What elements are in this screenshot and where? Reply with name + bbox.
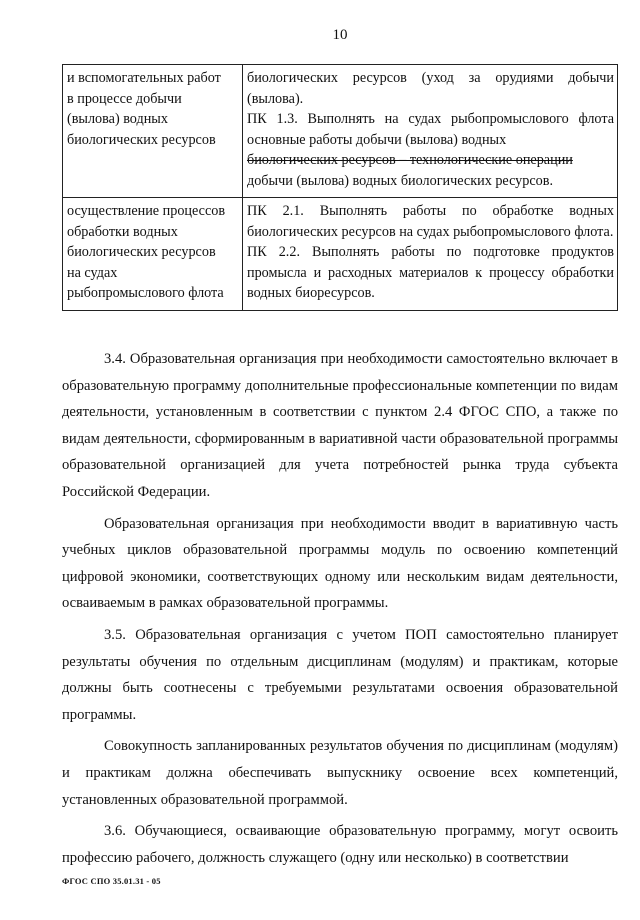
table-cell-line: на судах [67, 264, 118, 281]
table-row [63, 65, 618, 198]
table-cell-line: ПК 2.2. Выполнять работы по подготовке продуктов промысла и расходных материалов к процессу обработки водных биоресурсов. [247, 244, 614, 301]
body-text [62, 346, 618, 876]
page-number: 10 [332, 27, 348, 43]
table-cell-line: ПК 1.3. Выполнять на судах рыбопромыслового флота основные работы добычи (вылова) водных [247, 111, 614, 148]
activity-cell [63, 65, 243, 198]
struck-through-line: биологических ресурсов – технологические операции [247, 152, 573, 168]
competency-cell [243, 198, 618, 311]
table-cell-line: биологических ресурсов (уход за орудиями добычи (вылова). [247, 70, 614, 107]
paragraph: Образовательная организация при необходимости вводит в вариативную часть учебных циклов образовательной программы модуль по освоению компетенций цифровой экономики, соответствующих одному или нескольким видам деятельности, осваиваемым в рамках образовательной программы. [62, 515, 618, 612]
competency-table [62, 64, 618, 311]
table-cell-line: ПК 2.1. Выполнять работы по обработке водных биологических ресурсов на судах рыбопромыслового флота. [247, 203, 614, 240]
paragraph: 3.5. Образовательная организация с учетом ПОП самостоятельно планирует результаты обучения по отдельным дисциплинам (модулям) и практикам, которые должны быть соотнесены с требуемыми результатами освоения образовательной программы. [62, 626, 618, 723]
table-cell-line: (вылова) водных [67, 111, 168, 127]
document-footer: ФГОС СПО 35.01.31 - 05 [62, 876, 161, 886]
paragraph: 3.6. Обучающиеся, осваивающие образовательную программу, могут освоить профессию рабочего, должность служащего (одну или несколько) в соответствии [62, 823, 618, 866]
table-cell-line: обработки водных [67, 223, 178, 240]
table-cell-line: рыбопромыслового флота [67, 285, 224, 301]
table-cell-line: осуществление процессов [67, 203, 226, 219]
table-row [63, 198, 618, 311]
paragraph: 3.4. Образовательная организация при необходимости самостоятельно включает в образовательную программу дополнительные профессиональные компетенции по видам деятельности, установленным в соответствии с пунктом 2.4 ФГОС СПО, а также по видам деятельности, сформированным в вариативной части образовательной программы образовательной организацией для учета потребностей рынка труда субъекта Российской Федерации. [62, 351, 618, 500]
table-cell-line: биологических ресурсов [67, 131, 216, 148]
table-cell-line: в процессе добычи [67, 90, 182, 107]
activity-cell [63, 198, 243, 311]
table-cell-line: и вспомогательных работ [67, 70, 221, 86]
table-cell-line: добычи (вылова) водных биологических ресурсов. [247, 172, 554, 189]
paragraph: Совокупность запланированных результатов обучения по дисциплинам (модулям) и практикам должна обеспечивать выпускнику освоение всех компетенций, установленных образовательной программой. [62, 738, 618, 808]
table-cell-line: биологических ресурсов [67, 244, 216, 260]
competency-cell [243, 65, 618, 198]
